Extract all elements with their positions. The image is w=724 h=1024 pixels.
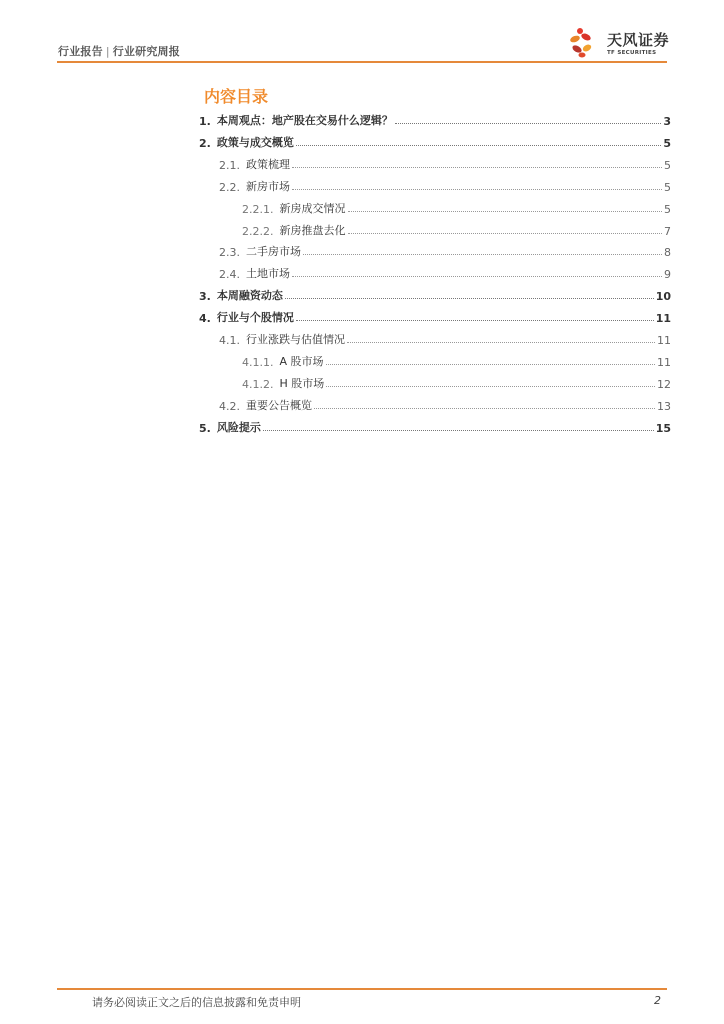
page-number: 2 — [654, 994, 661, 1007]
toc-entry-page: 3 — [663, 115, 671, 128]
toc-entry-number: 2.2.2. — [242, 224, 274, 238]
header-category: 行业报告 — [58, 45, 103, 58]
toc-entry-page: 15 — [655, 421, 671, 435]
toc-entry[interactable] — [199, 309, 671, 325]
toc-entry-number: 2.2.1. — [242, 202, 274, 216]
toc-dot-leader — [296, 320, 654, 321]
toc-entry-page: 11 — [655, 312, 671, 326]
toc-entry[interactable] — [219, 397, 671, 413]
toc-entry-title: 新房市场 — [246, 179, 290, 193]
toc-title: 内容目录 — [204, 87, 269, 106]
footer-divider — [57, 988, 667, 990]
toc-dot-leader — [395, 123, 662, 124]
toc-entry-number: 2.3. — [219, 246, 240, 260]
toc-entry[interactable] — [242, 375, 671, 391]
toc-dot-leader — [292, 167, 662, 168]
report-category — [58, 43, 180, 59]
toc-entry-page: 5 — [664, 180, 671, 194]
toc-entry[interactable] — [219, 265, 671, 281]
toc-entry-page: 5 — [663, 136, 671, 150]
toc-entry[interactable] — [219, 243, 671, 259]
toc-entry[interactable] — [199, 112, 671, 128]
toc-entry-number: 4. — [199, 312, 211, 326]
toc-entry-title: 行业与个股情况 — [216, 311, 294, 325]
toc-entry[interactable] — [199, 419, 671, 435]
toc-entry-page: 12 — [657, 377, 671, 391]
toc-entry-page: 5 — [664, 158, 671, 172]
toc-entry[interactable] — [242, 222, 671, 238]
toc-entry-number: 4.1. — [219, 334, 240, 347]
toc-entry-page: 7 — [664, 224, 671, 238]
toc-entry-title: 本周观点：地产股在交易什么逻辑？ — [216, 114, 393, 127]
toc-entry-number: 2.2. — [219, 180, 240, 194]
header-separator: | — [105, 45, 110, 58]
toc-dot-leader — [348, 211, 663, 212]
toc-entry[interactable] — [219, 156, 671, 172]
toc-entry-number: 4.1.1. — [242, 355, 274, 369]
header-subcategory: 行业研究周报 — [112, 45, 180, 58]
toc-entry-number: 4.2. — [219, 399, 240, 413]
toc-dot-leader — [292, 189, 662, 190]
toc-entry-page: 11 — [657, 334, 671, 347]
toc-entry-title: A 股市场 — [279, 354, 324, 368]
toc-entry-page: 10 — [655, 290, 671, 304]
toc-dot-leader — [348, 233, 663, 234]
toc-entry-page: 8 — [664, 246, 671, 260]
toc-entry-number: 2.1. — [219, 158, 240, 172]
toc-entry[interactable] — [242, 353, 671, 369]
toc-dot-leader — [326, 386, 655, 387]
toc-entry-number: 5. — [199, 421, 211, 435]
toc-dot-leader — [314, 408, 655, 409]
toc-entry-title: H 股市场 — [279, 376, 325, 390]
toc-entry-title: 风险提示 — [216, 420, 261, 434]
toc-entry-title: 重要公告概览 — [246, 398, 312, 412]
toc-dot-leader — [296, 145, 662, 146]
toc-entry-title: 政策梳理 — [246, 157, 290, 171]
toc-dot-leader — [263, 430, 654, 431]
toc-entry-number: 3. — [199, 290, 211, 304]
toc-entry-title: 政策与成交概览 — [216, 135, 294, 149]
toc-entry-number: 2.4. — [219, 268, 240, 282]
toc-entry-page: 9 — [664, 268, 671, 282]
toc-entry[interactable] — [219, 331, 671, 347]
toc-entry-page: 13 — [657, 399, 671, 413]
toc-entry[interactable] — [219, 178, 671, 194]
brand-subtitle: TF SECURITIES — [607, 50, 657, 56]
toc-entry-page: 5 — [664, 202, 671, 216]
toc-dot-leader — [347, 342, 655, 343]
toc-entry[interactable] — [199, 134, 671, 150]
toc-entry-number: 4.1.2. — [242, 377, 274, 391]
toc-entry-title: 本周融资动态 — [216, 289, 283, 303]
toc-entry-title: 土地市场 — [246, 267, 290, 281]
toc-entry-number: 1. — [199, 115, 211, 128]
toc-dot-leader — [285, 298, 654, 299]
toc-dot-leader — [292, 276, 662, 277]
toc-dot-leader — [326, 364, 655, 365]
brand-name: 天风证券 — [607, 31, 670, 49]
footer-disclaimer: 请务必阅读正文之后的信息披露和免责申明 — [92, 996, 301, 1009]
toc-entry[interactable] — [199, 287, 671, 303]
toc-dot-leader — [303, 254, 662, 255]
header-divider — [57, 61, 667, 63]
toc-entry-title: 新房成交情况 — [279, 201, 346, 215]
toc-entry-number: 2. — [199, 136, 211, 150]
toc-entry[interactable] — [242, 200, 671, 216]
toc-entry-title: 新房推盘去化 — [279, 223, 346, 237]
toc-entry-title: 行业涨跌与估值情况 — [246, 333, 345, 346]
toc-entry-page: 11 — [657, 355, 671, 369]
toc-entry-title: 二手房市场 — [246, 245, 301, 259]
